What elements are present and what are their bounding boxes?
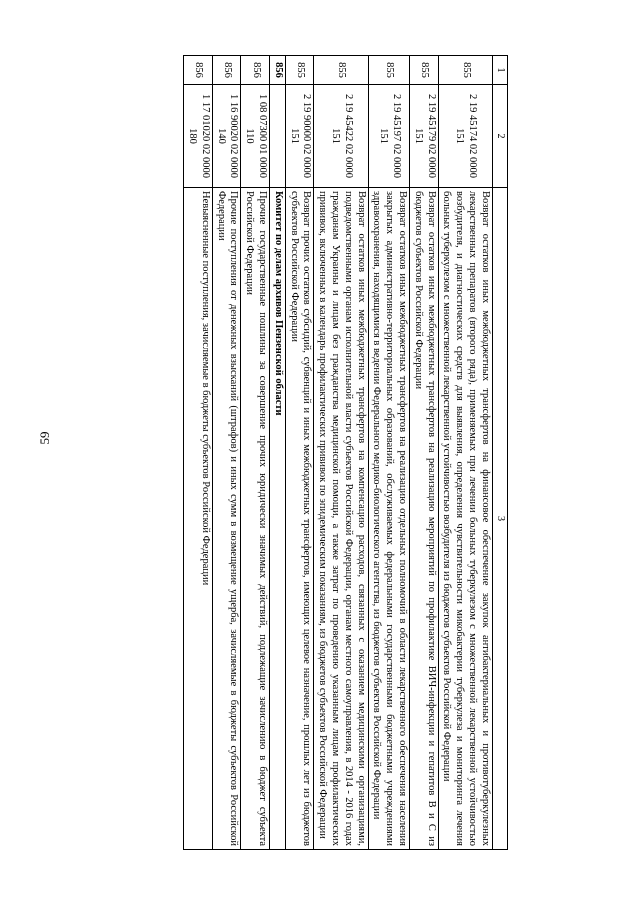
revenue-code-cell: [270, 85, 286, 188]
revenue-name-cell: Невыясненные поступления, зачисляемые в бюджеты субъектов Российской Федерации: [184, 188, 213, 850]
revenue-code-cell: 1 16 90020 02 0000 140: [212, 85, 241, 188]
revenue-code-cell: 2 19 90000 02 0000 151: [285, 85, 314, 188]
revenue-code-cell: 2 19 45179 02 0000 151: [410, 85, 439, 188]
admin-code-cell: 856: [212, 56, 241, 85]
table-row: [368, 56, 409, 850]
admin-code-cell: 855: [368, 56, 409, 85]
page-number: 59: [37, 431, 52, 445]
revenue-code-cell: 2 19 45422 02 0000 151: [314, 85, 368, 188]
table-row: [241, 56, 270, 850]
admin-code-cell: 855: [438, 56, 492, 85]
revenue-name-cell: Прочие поступления от денежных взысканий (штрафов) и иных сумм в возмещение ущерба, зачисляемые в бюджеты субъектов Российской Федерации: [212, 188, 241, 850]
revenue-name-cell: Прочие государственные пошлины за совершение прочих юридически значимых действий, подлежащие зачислению в бюджет субъекта Российской Федерации: [241, 188, 270, 850]
table-row: [184, 56, 213, 850]
rotated-sheet: [48, 0, 518, 905]
table-header-row: [492, 56, 507, 850]
table-row: [438, 56, 492, 850]
header-col-3: 3: [492, 188, 507, 850]
revenue-name-cell: Возврат остатков иных межбюджетных трансфертов на реализацию отдельных полномочий в области лекарственного обеспечения населения закрытых административно-территориальных образований, обслуживаемых федеральными государственными бюджетными учреждениями здравоохранения, находящимися в ведении Федерального медико-биологического агентства, из бюджетов субъектов Российской Федерации: [368, 188, 409, 850]
table-row: [212, 56, 241, 850]
admin-code-cell: 855: [314, 56, 368, 85]
admin-code-cell: 855: [285, 56, 314, 85]
section-title-cell: Комитет по делам архивов Пензенской области: [270, 188, 286, 850]
header-col-1: 1: [492, 56, 507, 85]
admin-code-cell: 856: [270, 56, 286, 85]
revenue-codes-table: [183, 55, 508, 850]
admin-code-cell: 855: [410, 56, 439, 85]
revenue-name-cell: Возврат прочих остатков субсидий, субвенций и иных межбюджетных трансфертов, имеющих целевое назначение, прошлых лет из бюджетов субъектов Российской Федерации: [285, 188, 314, 850]
revenue-code-cell: 1 17 01020 02 0000 180: [184, 85, 213, 188]
admin-code-cell: 856: [184, 56, 213, 85]
admin-code-cell: 856: [241, 56, 270, 85]
revenue-code-cell: 1 08 07300 01 0000 110: [241, 85, 270, 188]
revenue-name-cell: Возврат остатков иных межбюджетных трансфертов на реализацию мероприятий по профилактике ВИЧ-инфекции и гепатитов В и С из бюджетов субъектов Российской Федерации: [410, 188, 439, 850]
section-header-row: [270, 56, 286, 850]
revenue-code-cell: 2 19 45174 02 0000 151: [438, 85, 492, 188]
header-col-2: 2: [492, 85, 507, 188]
table-row: [410, 56, 439, 850]
revenue-name-cell: Возврат остатков иных межбюджетных трансфертов на компенсацию расходов, связанных с оказанием медицинскими организациями, подведомственными органам исполнительной власти субъектов Российской Федерации, органам местного самоуправления, в 2014 - 2016 годах гражданам Украины и лицам без гражданства медицинской помощи, а также затрат по проведению указанным лицам профилактических прививок, включенных в календарь профилактических прививок по эпидемическим показаниям, из бюджетов субъектов Российской Федерации: [314, 188, 368, 850]
table-row: [285, 56, 314, 850]
revenue-code-cell: 2 19 45197 02 0000 151: [368, 85, 409, 188]
revenue-name-cell: Возврат остатков иных межбюджетных трансфертов на финансовое обеспечение закупок антибактериальных и противотуберкулезных лекарственных препаратов (второго ряда), применяемых при лечении больных туберкулезом с множественной лекарственной устойчивостью возбудителя, и диагностических средств для выявления, определения чувствительности микобактерии туберкулеза и мониторинга лечения больных туберкулезом с множественной лекарственной устойчивостью возбудителя из бюджетов субъектов Российской Федерации: [438, 188, 492, 850]
table-row: [314, 56, 368, 850]
